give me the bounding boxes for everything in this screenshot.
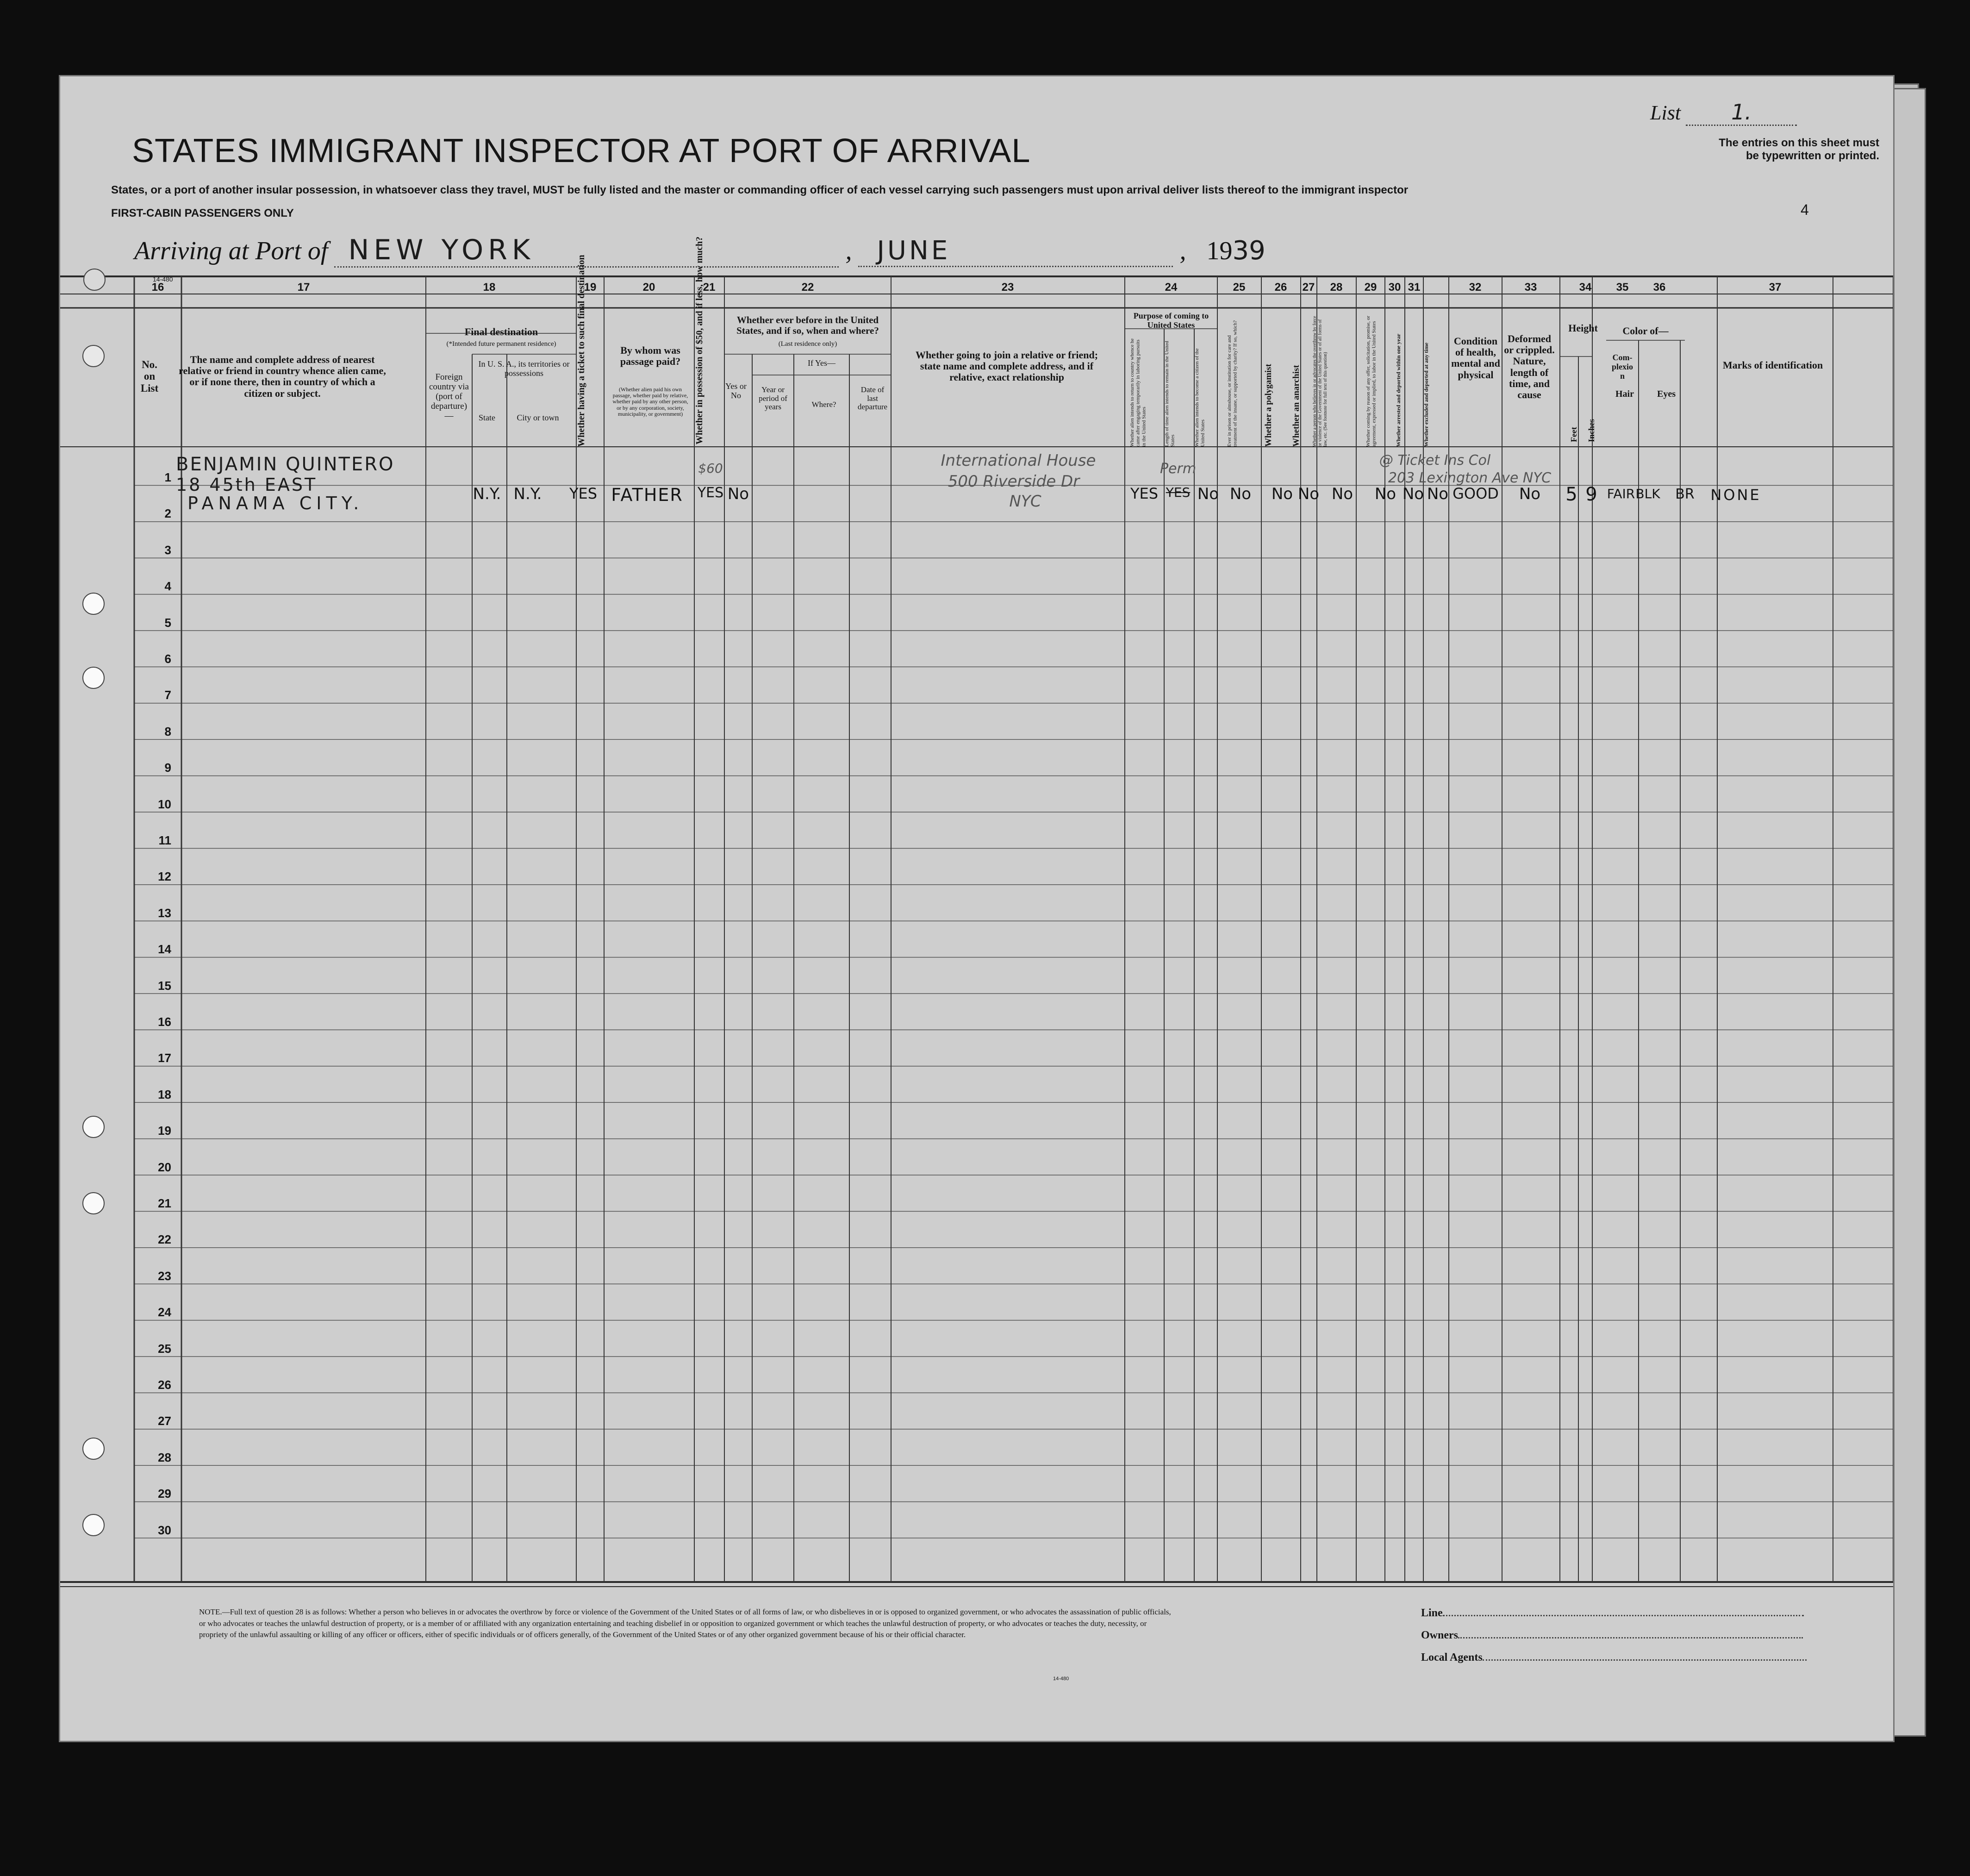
column-number-32: 32: [1469, 281, 1482, 294]
header-arrested: Whether arrested and deported within one year: [1395, 333, 1402, 447]
purpose-length-value: Perm: [1160, 461, 1197, 477]
header-overthrow: Whether a person who believes in or advocates the overthrow by force or violence of the Government of the United States or of all forms of law, etc. (See footnote for full text of this question): [1312, 316, 1328, 447]
relative-address-line-1: 18 45th EAST: [176, 475, 318, 495]
year-written: 39: [1232, 236, 1266, 266]
punch-hole: [82, 345, 105, 367]
column-number-24: 24: [1165, 281, 1178, 294]
header-city: City or town: [517, 413, 559, 422]
money-note: $60: [698, 461, 723, 476]
header-excluded: Whether excluded and deported at any time: [1423, 342, 1429, 447]
column-number-37: 37: [1769, 281, 1782, 294]
column-number-35: 35: [1616, 281, 1629, 294]
health-value: GOOD: [1453, 485, 1499, 502]
row-number: 20: [158, 1160, 171, 1174]
column-number-22: 22: [801, 281, 814, 294]
header-final-destination-sub: (*Intended future permanent residence): [446, 340, 556, 348]
marks-value: NONE: [1710, 486, 1761, 504]
header-before-in-us: Whether ever before in the United States, and if so, when and where?: [736, 314, 879, 337]
row-number: 14: [158, 942, 171, 957]
row-number: 13: [158, 906, 171, 920]
joining-line-1: International House: [941, 451, 1096, 470]
header-if-yes: If Yes—: [807, 358, 836, 368]
row-number: 29: [158, 1487, 171, 1501]
column-number-33: 33: [1524, 281, 1537, 294]
destination-state: N.Y.: [473, 485, 501, 503]
annotation-line-1: @ Ticket Ins Col: [1379, 452, 1491, 469]
header-where: Where?: [811, 400, 836, 409]
instruction-text: States, or a port of another insular possession, in whatsoever class they travel, MUST be fully listed and the master or commanding officer of each vessel carrying such passengers must upon arrival deliver lists thereof to the immigrant inspector: [111, 184, 1409, 196]
header-labor-offer: Whether coming by reason of any offer, solicitation, promise, or agreement, expressed or implied, to labor in the United States: [1365, 316, 1377, 447]
header-hair: Hair: [1615, 389, 1634, 399]
class-label: FIRST-CABIN PASSENGERS ONLY: [111, 207, 294, 219]
header-purpose-a: Whether alien intends to return to country whence he came after engaging temporarily in laboring pursuits in the United States: [1129, 338, 1147, 447]
polygamist-value: No: [1271, 485, 1293, 503]
before-in-us-value: No: [727, 485, 749, 503]
punch-hole: [82, 1438, 105, 1460]
header-paid-by-sub: (Whether alien paid his own passage, whether paid by relative, whether paid by any other person, or by any corporation, society, municipality, or government): [612, 386, 688, 417]
punch-hole: [82, 1116, 105, 1138]
row-number: 6: [164, 652, 171, 666]
row-number: 5: [164, 615, 171, 630]
header-complexion: Com- plexion: [1611, 353, 1633, 381]
row-number: 24: [158, 1305, 171, 1319]
money-value: YES: [697, 485, 724, 501]
year-printed: 19: [1206, 237, 1233, 265]
column-number-23: 23: [1001, 281, 1014, 294]
annotation-line-2: 203 Lexington Ave NYC: [1388, 470, 1552, 486]
row-number: 23: [158, 1269, 171, 1283]
owners-label: Owners: [1421, 1629, 1458, 1641]
row-number: 1: [164, 470, 171, 484]
row-number: 9: [164, 761, 171, 775]
page-title: STATES IMMIGRANT INSPECTOR AT PORT OF ARRIVAL: [132, 132, 1031, 169]
row-number: 2: [164, 507, 171, 521]
arriving-label: Arriving at Port of: [134, 237, 328, 265]
column-number-28: 28: [1330, 281, 1343, 294]
month-value: JUNE: [858, 236, 1173, 267]
row-number: 15: [158, 978, 171, 993]
header-year-period: Year or period of years: [759, 385, 787, 412]
destination-city: N.Y.: [513, 485, 542, 503]
header-feet: Feet: [1569, 427, 1578, 442]
purpose-length-struck: YES: [1166, 485, 1191, 500]
overthrow-value: No: [1331, 485, 1353, 503]
column-number-18: 18: [483, 281, 496, 294]
header-relative: The name and complete address of nearest relative or friend in country whence alien came, or if none there, then in country of which a citizen or subject.: [179, 354, 386, 399]
column-number-26: 26: [1274, 281, 1287, 294]
header-purpose-b: Length of time alien intends to remain in the United States: [1164, 341, 1176, 447]
column-number-25: 25: [1233, 281, 1246, 294]
form-grid: [60, 76, 1893, 1741]
row-number: 3: [164, 543, 171, 557]
row-number: 12: [158, 869, 171, 884]
row-number: 26: [158, 1378, 171, 1392]
row-number: 10: [158, 797, 171, 811]
column-number-21: 21: [703, 281, 716, 294]
header-last-departure: Date of last departure: [857, 385, 888, 412]
punch-hole: [83, 269, 106, 291]
form-code-bottom: 14-480: [1053, 1676, 1069, 1682]
punch-hole: [82, 593, 105, 615]
row-number: 16: [158, 1015, 171, 1029]
row-number: 4: [164, 579, 171, 594]
row-number: 22: [158, 1232, 171, 1247]
header-height: Height: [1568, 322, 1598, 334]
header-ticket: Whether having a ticket to such final destination: [576, 255, 586, 447]
column-number-27: 27: [1302, 281, 1315, 294]
header-joining: Whether going to join a relative or friend; state name and complete address, and if relative, exact relationship: [915, 349, 1098, 383]
punch-hole: [82, 1192, 105, 1214]
column-number-34: 34: [1579, 281, 1592, 294]
agents-label: Local Agents: [1421, 1651, 1483, 1663]
header-final-destination: Final destination: [464, 326, 538, 338]
header-state: State: [479, 413, 495, 422]
header-yes-or-no: Yes or No: [725, 381, 747, 400]
paid-by-value: FATHER: [611, 485, 683, 505]
list-value: 1.: [1686, 100, 1797, 126]
column-number-17: 17: [297, 281, 310, 294]
header-polygamist: Whether a polygamist: [1264, 363, 1273, 447]
page-number: 4: [1801, 201, 1809, 218]
hair-value: BLK: [1635, 486, 1660, 501]
deformed-value: No: [1519, 485, 1541, 503]
row-number: 17: [158, 1051, 171, 1065]
column-number-36: 36: [1653, 281, 1666, 294]
header-no-on-list: No. on List: [140, 359, 159, 394]
footnote: NOTE.—Full text of question 28 is as follows: Whether a person who believes in or advocates the overthrow by force or violence of the Government of the United States or of all forms of law, or who disbelieves in or is opposed to organized government, or who advocates the assassination of public officials, or who advocates or teaches the unlawful destruction of property, or is a member of or affiliated with any organization entertaining and teaching disbelief in or opposition to organized government or which teaches the unlawful destruction of property, or who advocates or teaches the duty, necessity, or propriety of the unlawful assaulting or killing of any officer or officers, either of specific individuals or of officers generally, of the Government of the United States or of any other organized government because of his or their official character.: [199, 1607, 1171, 1639]
manifest-sheet: [60, 76, 1893, 1741]
header-inches: Inches: [1587, 419, 1596, 442]
arrested-value: No: [1402, 485, 1424, 503]
row-number: 18: [158, 1087, 171, 1101]
row-number: 21: [158, 1196, 171, 1210]
list-label: List: [1650, 101, 1681, 124]
header-anarchist: Whether an anarchist: [1291, 365, 1301, 447]
line-label: Line: [1421, 1607, 1443, 1619]
row-number: 25: [158, 1341, 171, 1356]
column-number-29: 29: [1364, 281, 1377, 294]
header-deformed: Deformed or crippled. Nature, length of time, and cause: [1504, 333, 1555, 400]
column-number-20: 20: [642, 281, 655, 294]
column-number-31: 31: [1408, 281, 1421, 294]
header-foreign-country: Foreign country via (port of departure)—: [429, 372, 469, 421]
row-number: 11: [158, 833, 171, 847]
prison-value: No: [1229, 485, 1252, 503]
header-marks: Marks of identification: [1722, 359, 1823, 371]
labor-offer-value: No: [1374, 485, 1396, 503]
header-purpose-c: Whether alien intends to become a citizen of the United States: [1194, 348, 1206, 447]
complexion-value: FAIR: [1607, 486, 1635, 501]
header-color-of: Color of—: [1622, 325, 1669, 337]
header-money: Whether in possession of $50, and if less, how much?: [694, 236, 704, 444]
arriving-at-port: Arriving at Port of NEW YORK , JUNE , 1939: [134, 234, 1266, 268]
typewritten-note: The entries on this sheet must be typewritten or printed.: [1719, 137, 1879, 162]
purpose-citizen-value: No: [1197, 485, 1219, 503]
purpose-return-value: YES: [1130, 485, 1159, 502]
row-number: 7: [164, 688, 171, 702]
ticket-value: YES: [569, 485, 598, 502]
column-number-19: 19: [584, 281, 597, 294]
row-number: 27: [158, 1414, 171, 1428]
header-purpose: Purpose of coming to United States: [1133, 311, 1209, 330]
joining-line-2: 500 Riverside Dr: [948, 472, 1080, 491]
port-value: NEW YORK: [334, 234, 839, 268]
form-code-top: 14-480: [153, 275, 173, 283]
row-number: 28: [158, 1450, 171, 1464]
header-before-in-us-sub: (Last residence only): [778, 340, 837, 348]
relative-address-line-2: PANAMA CITY.: [187, 493, 364, 513]
height-inches-value: 9: [1585, 484, 1597, 505]
row-number: 8: [164, 724, 171, 738]
excluded-value: No: [1427, 485, 1449, 503]
header-paid-by: By whom was passage paid?: [620, 344, 681, 368]
header-eyes: Eyes: [1657, 389, 1676, 399]
header-in-usa: In U. S. A., its territories or possessions: [478, 359, 570, 378]
header-prison: Ever in prison or almshouse, or institution for care and treatment of the insane, or supported by charity? If so, which?: [1227, 320, 1238, 447]
row-number: 30: [158, 1523, 171, 1537]
eyes-value: BR: [1675, 486, 1695, 502]
row-number: 19: [158, 1124, 171, 1138]
column-number-30: 30: [1388, 281, 1401, 294]
relative-name: BENJAMIN QUINTERO: [176, 454, 395, 475]
anarchist-value: No: [1297, 485, 1320, 503]
punch-hole: [82, 1514, 105, 1536]
signature-block: [1421, 1602, 1807, 1669]
header-health: Condition of health, mental and physical: [1451, 335, 1500, 381]
column-number-16: 16: [151, 281, 164, 294]
punch-hole: [82, 667, 105, 689]
joining-line-3: NYC: [1009, 492, 1041, 511]
height-feet-value: 5: [1565, 484, 1577, 505]
